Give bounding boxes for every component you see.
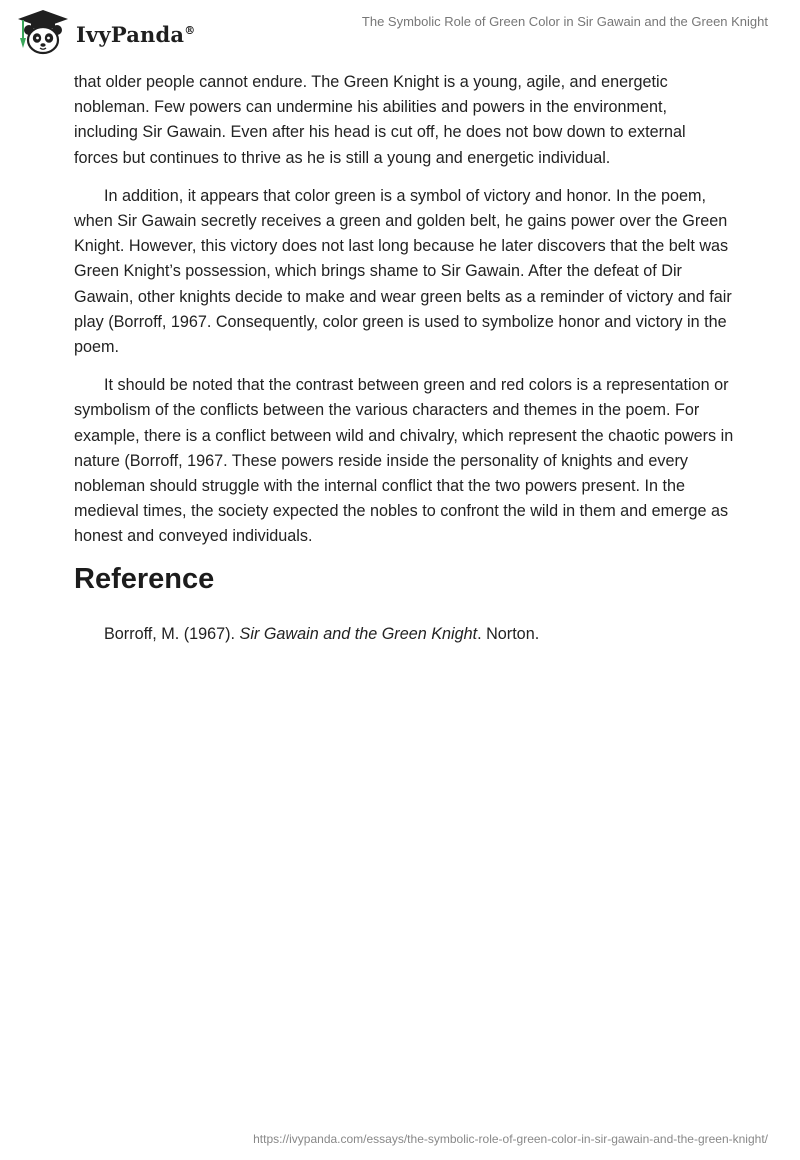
essay-body [74,70,734,647]
reference-author-year: Borroff, M. (1967). [104,624,240,643]
reference-title: Sir Gawain and the Green Knight [239,624,478,643]
running-title: The Symbolic Role of Green Color in Sir Gawain and the Green Knight [361,14,768,29]
footer-url[interactable]: https://ivypanda.com/essays/the-symbolic-role-of-green-color-in-sir-gawain-and-the-green-knight/ [253,1132,768,1146]
paragraph: It should be noted that the contrast between green and red colors is a representation or symbolism of the conflicts between the various characters and themes in the poem. For example, there is a conflict between wild and chivalry, which represent the chaotic powers in nature (Borroff, 1967. These powers reside inside the personality of knights and every nobleman should struggle with the internal conflict that the two powers present. In the medieval times, the society expected the nobles to confront the wild in them and emerge as honest and conveyed individuals. [74,376,734,546]
reference-entry [104,622,734,647]
paragraph: In addition, it appears that color green is a symbol of victory and honor. In the poem, when Sir Gawain secretly receives a green and golden belt, he gains power over the Green Knight. However, this victory does not last long because he later discovers that the belt was Green Knight’s possession, which brings shame to Sir Gawain. After the defeat of Dir Gawain, other knights decide to make and wear green belts as a reminder of victory and fair play (Borroff, 1967. Consequently, color green is used to symbolize honor and victory in the poem. [74,186,732,357]
ivypanda-logo[interactable] [14,8,195,56]
panda-graduate-icon [14,8,72,56]
page-header [0,0,800,62]
paragraph: that older people cannot endure. The Green Knight is a young, agile, and energetic nobleman. Few powers can undermine his abilities and powers in the environment, including Sir Gawain. Even after his head is cut off, he does not bow down to external forces but continues to thrive as he is still a young and energetic individual. [74,73,686,167]
brand-name: IvyPanda® [76,21,196,47]
reference-publisher: . Norton. [477,624,540,643]
reference-heading: Reference [74,562,215,595]
